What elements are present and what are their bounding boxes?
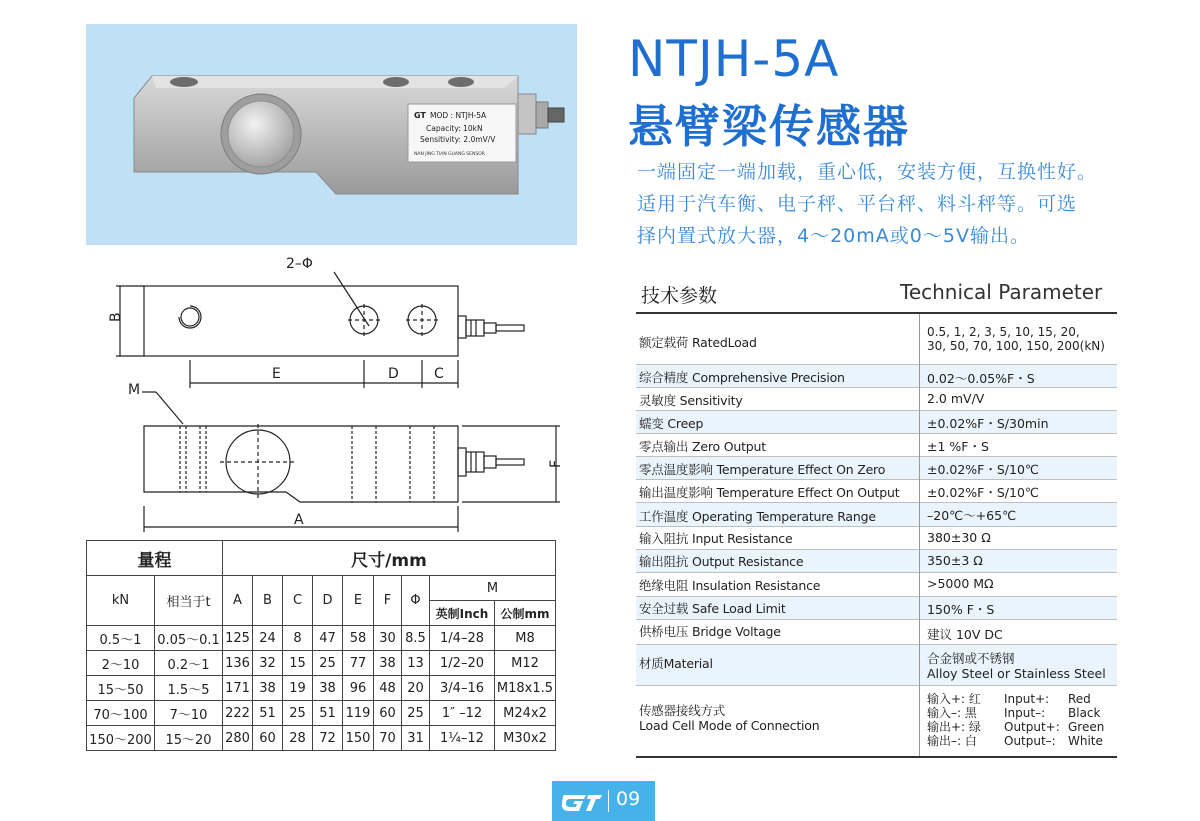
tech-label: 输出温度影响 Temperature Effect On Output [639,485,900,500]
tech-label: 零点温度影响 Temperature Effect On Zero [639,462,886,477]
tech-row [636,597,1117,620]
wiring-cn: 输入+: 红 [927,692,981,706]
tech-value: 合金钢或不锈钢 [927,651,1015,666]
model-title: NTJH-5A [628,30,840,88]
tech-label: Load Cell Mode of Connection [639,718,820,733]
tech-label: 绝缘电阻 Insulation Resistance [639,578,821,593]
wiring-color: White [1068,734,1103,748]
cell-mm: M18x1.5 [495,676,556,701]
wiring-table [927,692,1104,748]
cell-C: 19 [283,676,313,701]
table-row [87,676,556,701]
tech-value: 0.5, 1, 2, 3, 5, 10, 15, 20, [927,325,1080,339]
wiring-color: Black [1068,706,1101,720]
cell-kn: 150～200 [87,726,155,751]
tech-label: 零点输出 Zero Output [639,439,766,454]
tech-value: –20℃～+65℃ [927,508,1017,523]
header-t: 相当于t [155,576,223,626]
table-row [87,626,556,651]
photo-label-mod: MOD : NTJH-5A [430,111,487,120]
cell-E: 119 [343,701,374,726]
cell-C: 25 [283,701,313,726]
header-col-B: B [253,576,283,626]
footer-divider [608,790,609,812]
label-M: M [128,382,141,398]
photo-label-maker: NAN JING TIAN GUANG SENSOR [414,152,485,157]
tech-value: ±0.02%F・S/30min [927,416,1049,431]
cell-E: 58 [343,626,374,651]
header-col-C: C [283,576,313,626]
tech-label: 材质Material [639,656,713,671]
tech-label: 输出阻抗 Output Resistance [639,554,804,569]
tech-value: 150% F・S [927,602,995,617]
label-F: F [548,459,564,468]
cell-kn: 0.5～1 [87,626,155,651]
photo-label-sensitivity: Sensitivity: 2.0mV/V [420,135,496,144]
cell-E: 77 [343,651,374,676]
cell-C: 8 [283,626,313,651]
header-m-metric: 公制mm [495,601,556,626]
wiring-cn: 输入–: 黑 [927,706,977,720]
header-col-phi: Φ [402,576,430,626]
tech-row [636,503,1117,527]
cell-t: 0.05～0.1 [155,626,223,651]
tech-row [636,645,1117,686]
label-E: E [272,366,281,382]
cell-inch: 1″ –12 [430,701,495,726]
header-kn: kN [87,576,155,626]
wiring-color: Green [1068,720,1105,734]
header-col-A: A [223,576,253,626]
cell-A: 171 [223,676,253,701]
header-m-inch: 英制Inch [430,601,495,626]
cell-t: 7～10 [155,701,223,726]
side-view-body [144,426,458,502]
tech-value: 建议 10V DC [927,627,1003,642]
cell-F: 70 [374,726,402,751]
cell-D: 25 [313,651,343,676]
cell-inch: 3/4–16 [430,676,495,701]
brand-logo-icon [560,791,604,813]
svg-text:GT: GT [414,111,426,120]
tech-value: >5000 MΩ [927,576,994,591]
label-A: A [294,512,304,528]
cell-A: 280 [223,726,253,751]
tech-value: 0.02～0.05%F・S [927,371,1035,386]
wiring-en: Input–: [1004,706,1046,720]
tech-value: 2.0 mV/V [927,391,985,406]
cell-F: 48 [374,676,402,701]
photo-label-capacity: Capacity: 10kN [426,124,483,133]
tech-value: 350±3 Ω [927,553,983,568]
product-name-cn: 悬臂梁传感器 [628,100,911,153]
cell-A: 222 [223,701,253,726]
table-row [87,651,556,676]
tech-row [636,434,1117,457]
tech-value: ±1 %F・S [927,439,989,454]
tech-row [636,527,1117,550]
product-photo [86,24,577,245]
tech-row [636,480,1117,503]
tech-row [636,314,1117,365]
tech-label: 综合精度 Comprehensive Precision [639,370,845,385]
cell-E: 96 [343,676,374,701]
tech-label: 灵敏度 Sensitivity [639,393,743,408]
wiring-en: Input+: [1004,692,1050,706]
label-D: D [388,366,399,382]
tech-row [636,550,1117,573]
tech-label: 蠕变 Creep [639,416,704,431]
top-view-body [144,286,458,356]
tech-heading-en: Technical Parameter [900,280,1103,304]
tech-row [636,411,1117,434]
cell-C: 15 [283,651,313,676]
cell-B: 38 [253,676,283,701]
wiring-row [927,734,1104,748]
cell-phi: 31 [402,726,430,751]
tech-row [636,365,1117,388]
cell-kn: 15～50 [87,676,155,701]
cell-F: 38 [374,651,402,676]
cell-kn: 70～100 [87,701,155,726]
cell-B: 51 [253,701,283,726]
cell-B: 60 [253,726,283,751]
header-col-E: E [343,576,374,626]
wiring-cn: 输出+: 绿 [927,720,981,734]
cell-E: 150 [343,726,374,751]
tech-label: 额定载荷 RatedLoad [639,335,757,350]
wiring-cn: 输出–: 白 [927,734,977,748]
label-B: B [108,312,124,322]
tech-value: ±0.02%F・S/10℃ [927,462,1039,477]
cell-t: 0.2～1 [155,651,223,676]
tech-value: Alloy Steel or Stainless Steel [927,666,1106,681]
wiring-en: Output–: [1004,734,1056,748]
tech-value: 30, 50, 70, 100, 150, 200(kN) [927,339,1105,353]
tech-value: ±0.02%F・S/10℃ [927,485,1039,500]
cell-mm: M12 [495,651,556,676]
header-col-F: F [374,576,402,626]
tech-row [636,573,1117,597]
tech-rule-bottom [636,756,1117,758]
tech-label: 工作温度 Operating Temperature Range [639,509,876,524]
tech-label: 传感器接线方式 [639,703,726,718]
table-row [87,701,556,726]
label-2phi: 2–Φ [286,256,313,272]
cell-t: 1.5～5 [155,676,223,701]
label-C: C [434,366,444,382]
cell-inch: 1/2–20 [430,651,495,676]
cell-phi: 13 [402,651,430,676]
tech-row [636,686,1117,756]
cell-B: 24 [253,626,283,651]
cell-phi: 25 [402,701,430,726]
cell-inch: 1¼–12 [430,726,495,751]
tech-row [636,620,1117,645]
cell-A: 125 [223,626,253,651]
wiring-row [927,692,1104,706]
tech-label: 安全过载 Safe Load Limit [639,601,786,616]
tech-heading-cn: 技术参数 [641,285,718,307]
cell-F: 60 [374,701,402,726]
page-number: 09 [616,788,641,810]
intro-line-3: 择内置式放大器，4～20mA或0～5V输出。 [637,225,1030,247]
cell-phi: 8.5 [402,626,430,651]
table-row [87,726,556,751]
cell-C: 28 [283,726,313,751]
wiring-en: Output+: [1004,720,1060,734]
tech-row [636,457,1117,480]
technical-drawings [86,250,586,540]
wiring-color: Red [1068,692,1091,706]
cell-D: 51 [313,701,343,726]
cell-B: 32 [253,651,283,676]
cell-F: 30 [374,626,402,651]
cell-D: 72 [313,726,343,751]
cell-mm: M30x2 [495,726,556,751]
tech-label: 供桥电压 Bridge Voltage [639,624,781,639]
header-M: M [430,576,556,601]
tech-row [636,388,1117,411]
intro-line-1: 一端固定一端加载，重心低，安装方便，互换性好。 [637,161,1098,183]
intro-line-2: 适用于汽车衡、电子秤、平台秤、料斗秤等。可选 [637,193,1078,215]
cell-inch: 1/4–28 [430,626,495,651]
wiring-row [927,706,1104,720]
tech-column-divider [919,314,920,756]
cell-phi: 20 [402,676,430,701]
tech-value: 380±30 Ω [927,530,991,545]
wiring-row [927,720,1104,734]
cell-A: 136 [223,651,253,676]
header-range: 量程 [87,541,223,576]
header-size: 尺寸/mm [223,541,556,576]
load-cell-photo [86,24,577,245]
header-col-D: D [313,576,343,626]
tech-label: 输入阻抗 Input Resistance [639,531,793,546]
cell-t: 15～20 [155,726,223,751]
cell-D: 47 [313,626,343,651]
cell-D: 38 [313,676,343,701]
cell-kn: 2～10 [87,651,155,676]
cell-mm: M24x2 [495,701,556,726]
dimension-table [86,540,556,751]
cell-mm: M8 [495,626,556,651]
